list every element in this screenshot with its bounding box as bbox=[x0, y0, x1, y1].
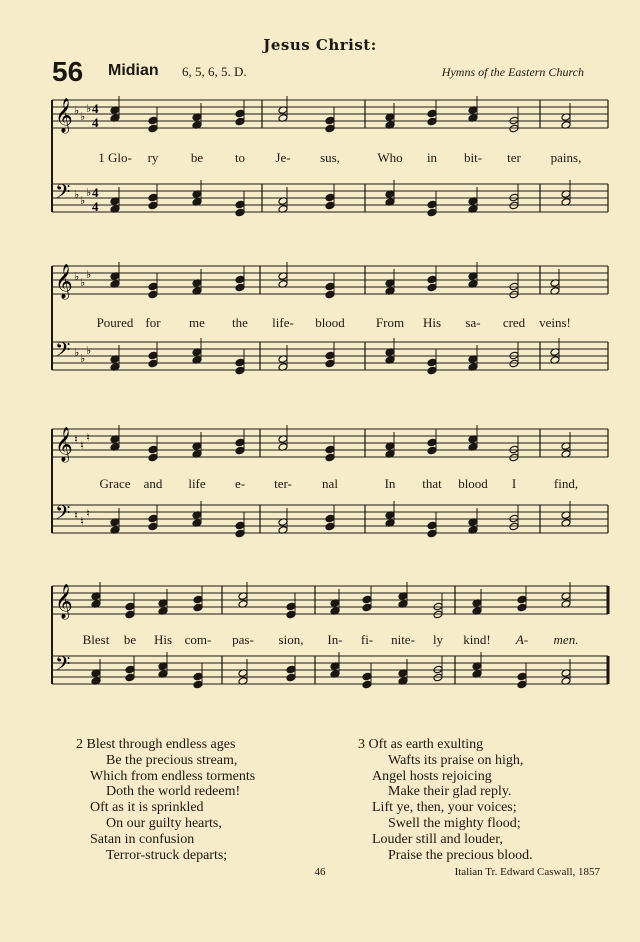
lyric-syllable: fi- bbox=[360, 632, 374, 647]
note-head bbox=[427, 275, 437, 284]
time-signature-top: 4 bbox=[92, 185, 99, 200]
lyric-syllable: nite- bbox=[391, 632, 415, 647]
lyric-syllable: cred bbox=[502, 315, 526, 330]
lyric-syllable: and bbox=[143, 476, 163, 491]
lyric-syllable: Blest bbox=[82, 632, 110, 647]
note-head bbox=[427, 109, 437, 118]
lyric-syllable: In bbox=[384, 476, 396, 491]
note-head bbox=[427, 529, 437, 538]
note-head bbox=[148, 445, 158, 454]
treble-clef-icon: 𝄞 bbox=[55, 264, 73, 299]
bass-clef-icon: 𝄢 bbox=[55, 652, 71, 680]
note-head bbox=[325, 282, 335, 291]
verse-line: Terror-struck departs; bbox=[106, 847, 228, 863]
note-head bbox=[325, 201, 335, 210]
lyric-syllable: life bbox=[188, 476, 206, 491]
flat-icon: ♭ bbox=[86, 187, 92, 199]
tune-name: Midian bbox=[108, 62, 159, 79]
lyric-syllable: Poured bbox=[96, 315, 134, 330]
note-head bbox=[148, 201, 158, 210]
lyric-syllable: to bbox=[234, 150, 246, 165]
flat-icon: ♭ bbox=[80, 111, 86, 123]
lyric-syllable: I bbox=[511, 476, 517, 491]
note-head bbox=[517, 603, 527, 612]
note-head bbox=[148, 522, 158, 531]
lyric-syllable: ry bbox=[147, 150, 159, 165]
note-head bbox=[193, 603, 203, 612]
bass-clef-icon: 𝄢 bbox=[55, 501, 71, 529]
verse-line: Be the precious stream, bbox=[106, 752, 238, 768]
lyric-syllable: nal bbox=[322, 476, 338, 491]
note-head bbox=[427, 358, 437, 367]
lyric-syllable: for bbox=[145, 315, 161, 330]
note-head bbox=[148, 116, 158, 125]
lyric-syllable: pains, bbox=[550, 150, 582, 165]
note-head bbox=[325, 116, 335, 125]
lyric-syllable: ly bbox=[432, 632, 444, 647]
hymn-number: 56 bbox=[52, 56, 84, 87]
note-head bbox=[325, 124, 335, 133]
lyric-syllable: In- bbox=[327, 632, 343, 647]
note-head bbox=[517, 595, 527, 604]
flat-icon: ♭ bbox=[74, 105, 80, 117]
lyric-syllable: be bbox=[123, 632, 137, 647]
lyric-syllable: me bbox=[189, 315, 205, 330]
lyric-syllable: A- bbox=[515, 632, 529, 647]
note-head bbox=[235, 275, 245, 284]
flat-icon: ♭ bbox=[74, 189, 80, 201]
note-head bbox=[148, 514, 158, 523]
lyric-syllable: 1 Glo- bbox=[98, 150, 132, 165]
note-head bbox=[235, 200, 245, 209]
verse-line: Angel hosts rejoicing bbox=[372, 768, 492, 784]
verse-line: Praise the precious blood. bbox=[388, 847, 533, 863]
verse-line: Satan in confusion bbox=[90, 831, 195, 847]
lyric-syllable: find, bbox=[553, 476, 579, 491]
note-head bbox=[148, 351, 158, 360]
lyric-syllable: sion, bbox=[278, 632, 304, 647]
note-head bbox=[325, 453, 335, 462]
note-head bbox=[517, 672, 527, 681]
flat-icon: ♭ bbox=[80, 195, 86, 207]
lyric-syllable: life- bbox=[272, 315, 294, 330]
verse-line: Lift ye, then, your voices; bbox=[372, 800, 517, 816]
flat-icon: ♮ bbox=[86, 432, 90, 444]
lyric-syllable: His bbox=[422, 315, 442, 330]
verse-3 bbox=[358, 737, 533, 863]
treble-clef-icon: 𝄞 bbox=[55, 584, 73, 619]
note-head bbox=[125, 610, 135, 619]
note-head bbox=[148, 359, 158, 368]
note-head bbox=[125, 673, 135, 682]
verse-line: Doth the world redeem! bbox=[106, 784, 241, 800]
verse-2 bbox=[76, 737, 255, 863]
note-head bbox=[235, 438, 245, 447]
lyric-syllable: e- bbox=[234, 476, 246, 491]
note-head bbox=[286, 602, 296, 611]
note-head bbox=[193, 672, 203, 681]
lyric-syllable: Je- bbox=[275, 150, 291, 165]
flat-icon: ♭ bbox=[80, 353, 86, 365]
verse-line: 2 Blest through endless ages bbox=[76, 737, 236, 752]
note-head bbox=[325, 193, 335, 202]
note-head bbox=[325, 351, 335, 360]
note-head bbox=[362, 680, 372, 689]
note-head bbox=[427, 117, 437, 126]
note-head bbox=[427, 200, 437, 209]
note-head bbox=[427, 366, 437, 375]
page-number: 46 bbox=[314, 866, 326, 878]
note-head bbox=[427, 521, 437, 530]
note-head bbox=[286, 610, 296, 619]
lyric-syllable: blood bbox=[315, 315, 345, 330]
flat-icon: ♮ bbox=[74, 434, 78, 446]
lyric-syllable: the bbox=[232, 315, 248, 330]
treble-clef-icon: 𝄞 bbox=[55, 98, 73, 133]
note-head bbox=[286, 673, 296, 682]
verse-line: Oft as it is sprinkled bbox=[90, 800, 204, 816]
lyric-syllable: bit- bbox=[463, 150, 483, 165]
note-head bbox=[235, 117, 245, 126]
note-head bbox=[325, 522, 335, 531]
lyric-syllable: Grace bbox=[99, 476, 131, 491]
note-head bbox=[325, 359, 335, 368]
flat-icon: ♭ bbox=[80, 277, 86, 289]
note-head bbox=[235, 529, 245, 538]
flat-icon: ♭ bbox=[86, 103, 92, 115]
flat-icon: ♮ bbox=[80, 440, 84, 452]
time-signature-bottom: 4 bbox=[92, 115, 99, 130]
lyric-syllable: sa- bbox=[465, 315, 481, 330]
note-head bbox=[125, 665, 135, 674]
verse-line: 3 Oft as earth exulting bbox=[358, 737, 484, 752]
flat-icon: ♮ bbox=[80, 516, 84, 528]
verse-line: Make their glad reply. bbox=[388, 784, 512, 800]
lyric-syllable: com- bbox=[184, 632, 212, 647]
note-head bbox=[517, 680, 527, 689]
bass-clef-icon: 𝄢 bbox=[55, 180, 71, 208]
flat-icon: ♮ bbox=[74, 510, 78, 522]
note-head bbox=[325, 290, 335, 299]
treble-clef-icon: 𝄞 bbox=[55, 427, 73, 462]
lyric-syllable: His bbox=[153, 632, 173, 647]
note-head bbox=[235, 366, 245, 375]
section-title: Jesus Christ: bbox=[263, 36, 377, 54]
note-head bbox=[427, 446, 437, 455]
note-head bbox=[125, 602, 135, 611]
lyric-syllable: veins! bbox=[539, 315, 571, 330]
time-signature-bottom: 4 bbox=[92, 199, 99, 214]
note-head bbox=[427, 283, 437, 292]
note-head bbox=[427, 438, 437, 447]
note-head bbox=[148, 124, 158, 133]
lyric-syllable: Who bbox=[377, 150, 403, 165]
flat-icon: ♭ bbox=[74, 347, 80, 359]
note-head bbox=[325, 514, 335, 523]
hymn-source: Hymns of the Eastern Church bbox=[441, 65, 584, 79]
note-head bbox=[148, 290, 158, 299]
flat-icon: ♮ bbox=[86, 508, 90, 520]
lyric-syllable: men. bbox=[553, 632, 579, 647]
note-head bbox=[235, 109, 245, 118]
lyric-syllable: be bbox=[190, 150, 204, 165]
note-head bbox=[362, 603, 372, 612]
note-head bbox=[148, 282, 158, 291]
note-head bbox=[235, 446, 245, 455]
lyric-syllable: pas- bbox=[232, 632, 254, 647]
flat-icon: ♭ bbox=[86, 345, 92, 357]
verse-line: Swell the mighty flood; bbox=[388, 815, 521, 831]
lyric-syllable: that bbox=[422, 476, 442, 491]
note-head bbox=[235, 283, 245, 292]
note-head bbox=[325, 445, 335, 454]
lyric-syllable: sus, bbox=[320, 150, 340, 165]
lyric-syllable: in bbox=[426, 150, 438, 165]
lyric-syllable: kind! bbox=[463, 632, 491, 647]
flat-icon: ♭ bbox=[74, 271, 80, 283]
note-head bbox=[235, 521, 245, 530]
verse-line: Wafts its praise on high, bbox=[388, 752, 524, 768]
note-head bbox=[362, 595, 372, 604]
lyric-syllable: ter- bbox=[274, 476, 292, 491]
note-head bbox=[235, 358, 245, 367]
bass-clef-icon: 𝄢 bbox=[55, 338, 71, 366]
note-head bbox=[148, 193, 158, 202]
note-head bbox=[148, 453, 158, 462]
lyric-syllable: blood bbox=[458, 476, 488, 491]
note-head bbox=[362, 672, 372, 681]
meter: 6, 5, 6, 5. D. bbox=[182, 64, 247, 79]
verse-line: Louder still and louder, bbox=[372, 831, 503, 847]
note-head bbox=[193, 595, 203, 604]
note-head bbox=[286, 665, 296, 674]
translation-credit: Italian Tr. Edward Caswall, 1857 bbox=[454, 866, 600, 878]
note-head bbox=[193, 680, 203, 689]
note-head bbox=[235, 208, 245, 217]
lyric-syllable: From bbox=[375, 315, 405, 330]
lyric-syllable: ter bbox=[507, 150, 521, 165]
flat-icon: ♭ bbox=[86, 269, 92, 281]
time-signature-top: 4 bbox=[92, 101, 99, 116]
verse-line: Which from endless torments bbox=[90, 768, 256, 784]
verse-line: On our guilty hearts, bbox=[106, 815, 222, 831]
note-head bbox=[427, 208, 437, 217]
